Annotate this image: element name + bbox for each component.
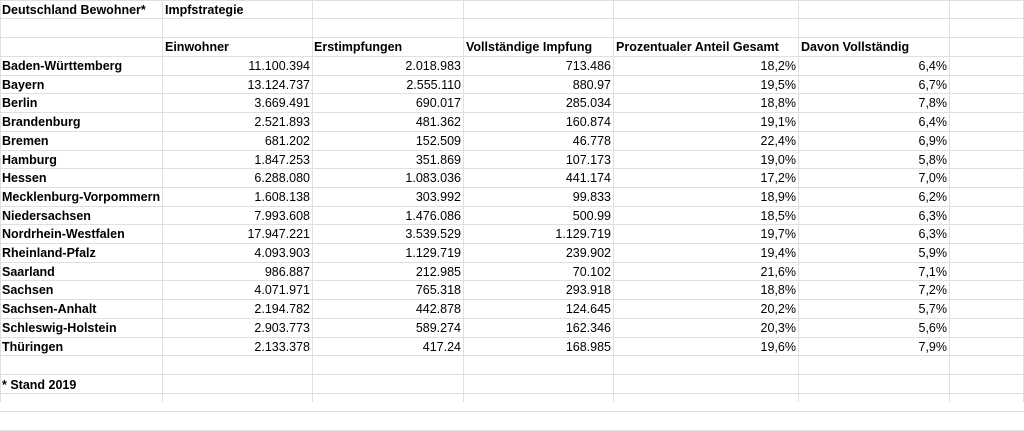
- cell-davon-vollstaendig[interactable]: 6,4%: [918, 59, 947, 73]
- cell-erstimpfungen[interactable]: 690.017: [415, 96, 461, 110]
- grid-row-line: [0, 0, 1024, 1]
- cell-erstimpfungen[interactable]: 152.509: [415, 134, 461, 148]
- cell-bundesland[interactable]: Berlin: [2, 96, 38, 110]
- cell-einwohner[interactable]: 6.288.080: [254, 171, 310, 185]
- cell-erstimpfungen[interactable]: 2.018.983: [405, 59, 461, 73]
- cell-prozentualer-anteil[interactable]: 18,5%: [760, 209, 796, 223]
- cell-davon-vollstaendig[interactable]: 5,7%: [918, 302, 947, 316]
- cell-vollstaendige-impfung[interactable]: 1.129.719: [555, 227, 611, 241]
- cell-einwohner[interactable]: 2.194.782: [254, 302, 310, 316]
- cell-erstimpfungen[interactable]: 765.318: [415, 283, 461, 297]
- cell-vollstaendige-impfung[interactable]: 500.99: [572, 209, 611, 223]
- cell-einwohner[interactable]: 17.947.221: [247, 227, 310, 241]
- cell-erstimpfungen[interactable]: 1.083.036: [405, 171, 461, 185]
- cell-bundesland[interactable]: Nordrhein-Westfalen: [2, 227, 125, 241]
- cell-einwohner[interactable]: 986.887: [264, 265, 310, 279]
- cell-prozentualer-anteil[interactable]: 19,0%: [760, 153, 796, 167]
- cell-prozentualer-anteil[interactable]: 18,8%: [760, 96, 796, 110]
- header-vollstaendige-impfung[interactable]: Vollständige Impfung: [466, 40, 593, 54]
- cell-prozentualer-anteil[interactable]: 20,2%: [760, 302, 796, 316]
- cell-davon-vollstaendig[interactable]: 6,9%: [918, 134, 947, 148]
- cell-prozentualer-anteil[interactable]: 19,4%: [760, 246, 796, 260]
- cell-einwohner[interactable]: 4.071.971: [254, 283, 310, 297]
- cell-vollstaendige-impfung[interactable]: 880.97: [572, 78, 611, 92]
- cell-erstimpfungen[interactable]: 212.985: [415, 265, 461, 279]
- cell-einwohner[interactable]: 11.100.394: [248, 59, 310, 73]
- cell-davon-vollstaendig[interactable]: 7,8%: [918, 96, 947, 110]
- cell-bundesland[interactable]: Thüringen: [2, 340, 64, 354]
- cell-einwohner[interactable]: 1.608.138: [254, 190, 310, 204]
- grid-column-line: [0, 0, 1, 402]
- cell-vollstaendige-impfung[interactable]: 713.486: [565, 59, 611, 73]
- cell-erstimpfungen[interactable]: 481.362: [415, 115, 461, 129]
- cell-davon-vollstaendig[interactable]: 6,3%: [918, 227, 947, 241]
- cell-einwohner[interactable]: 2.903.773: [254, 321, 310, 335]
- cell-erstimpfungen[interactable]: 351.869: [415, 153, 461, 167]
- cell-einwohner[interactable]: 1.847.253: [254, 153, 310, 167]
- cell-einwohner[interactable]: 681.202: [264, 134, 310, 148]
- cell-vollstaendige-impfung[interactable]: 162.346: [565, 321, 611, 335]
- cell-vollstaendige-impfung[interactable]: 239.902: [565, 246, 611, 260]
- cell-bundesland[interactable]: Schleswig-Holstein: [2, 321, 117, 335]
- grid-row-line: [0, 411, 1024, 412]
- cell-prozentualer-anteil[interactable]: 19,6%: [760, 340, 796, 354]
- cell-bundesland[interactable]: Sachsen-Anhalt: [2, 302, 97, 316]
- cell-erstimpfungen[interactable]: 2.555.110: [406, 78, 461, 92]
- sheet-subtitle[interactable]: Impfstrategie: [165, 3, 244, 17]
- cell-bundesland[interactable]: Mecklenburg-Vorpommern: [2, 190, 161, 204]
- cell-prozentualer-anteil[interactable]: 18,2%: [760, 59, 796, 73]
- footnote[interactable]: * Stand 2019: [2, 378, 77, 392]
- cell-prozentualer-anteil[interactable]: 18,8%: [760, 283, 796, 297]
- cell-prozentualer-anteil[interactable]: 22,4%: [760, 134, 796, 148]
- cell-einwohner[interactable]: 2.133.378: [254, 340, 310, 354]
- cell-prozentualer-anteil[interactable]: 20,3%: [760, 321, 796, 335]
- cell-erstimpfungen[interactable]: 3.539.529: [405, 227, 461, 241]
- cell-vollstaendige-impfung[interactable]: 293.918: [565, 283, 611, 297]
- cell-davon-vollstaendig[interactable]: 6,4%: [918, 115, 947, 129]
- cell-vollstaendige-impfung[interactable]: 285.034: [565, 96, 611, 110]
- cell-erstimpfungen[interactable]: 1.129.719: [405, 246, 461, 260]
- cell-bundesland[interactable]: Bremen: [2, 134, 49, 148]
- cell-bundesland[interactable]: Sachsen: [2, 283, 54, 297]
- cell-davon-vollstaendig[interactable]: 6,2%: [918, 190, 947, 204]
- cell-vollstaendige-impfung[interactable]: 168.985: [565, 340, 611, 354]
- cell-vollstaendige-impfung[interactable]: 107.173: [565, 153, 611, 167]
- cell-bundesland[interactable]: Saarland: [2, 265, 55, 279]
- cell-davon-vollstaendig[interactable]: 6,3%: [918, 209, 947, 223]
- cell-davon-vollstaendig[interactable]: 6,7%: [918, 78, 947, 92]
- cell-vollstaendige-impfung[interactable]: 99.833: [572, 190, 611, 204]
- cell-einwohner[interactable]: 3.669.491: [254, 96, 310, 110]
- cell-einwohner[interactable]: 2.521.893: [254, 115, 310, 129]
- cell-davon-vollstaendig[interactable]: 7,9%: [918, 340, 947, 354]
- cell-erstimpfungen[interactable]: 417.24: [422, 340, 461, 354]
- cell-davon-vollstaendig[interactable]: 5,6%: [918, 321, 947, 335]
- cell-bundesland[interactable]: Hessen: [2, 171, 47, 185]
- cell-davon-vollstaendig[interactable]: 7,1%: [918, 265, 947, 279]
- header-davon-vollstaendig[interactable]: Davon Vollständig: [801, 40, 910, 54]
- cell-erstimpfungen[interactable]: 1.476.086: [405, 209, 461, 223]
- cell-erstimpfungen[interactable]: 442.878: [415, 302, 461, 316]
- cell-bundesland[interactable]: Hamburg: [2, 153, 57, 167]
- grid-row-line: [0, 18, 1024, 19]
- cell-einwohner[interactable]: 13.124.737: [247, 78, 310, 92]
- grid-row-line: [0, 374, 1024, 375]
- cell-vollstaendige-impfung[interactable]: 160.874: [565, 115, 611, 129]
- cell-prozentualer-anteil[interactable]: 18,9%: [760, 190, 796, 204]
- cell-prozentualer-anteil[interactable]: 19,5%: [760, 78, 796, 92]
- cell-einwohner[interactable]: 4.093.903: [254, 246, 310, 260]
- cell-prozentualer-anteil[interactable]: 21,6%: [760, 265, 796, 279]
- header-einwohner[interactable]: Einwohner: [165, 40, 229, 54]
- cell-prozentualer-anteil[interactable]: 19,1%: [760, 115, 796, 129]
- cell-vollstaendige-impfung[interactable]: 441.174: [565, 171, 611, 185]
- cell-bundesland[interactable]: Rheinland-Pfalz: [2, 246, 96, 260]
- cell-davon-vollstaendig[interactable]: 7,0%: [918, 171, 947, 185]
- cell-vollstaendige-impfung[interactable]: 70.102: [572, 265, 611, 279]
- sheet-title[interactable]: Deutschland Bewohner*: [2, 3, 146, 17]
- cell-einwohner[interactable]: 7.993.608: [254, 209, 310, 223]
- cell-vollstaendige-impfung[interactable]: 124.645: [565, 302, 611, 316]
- cell-prozentualer-anteil[interactable]: 17,2%: [760, 171, 796, 185]
- cell-bundesland[interactable]: Baden-Württemberg: [2, 59, 123, 73]
- cell-bundesland[interactable]: Brandenburg: [2, 115, 81, 129]
- grid-row-line: [0, 393, 1024, 394]
- cell-davon-vollstaendig[interactable]: 5,8%: [918, 153, 947, 167]
- cell-bundesland[interactable]: Niedersachsen: [2, 209, 91, 223]
- cell-bundesland[interactable]: Bayern: [2, 78, 45, 92]
- cell-vollstaendige-impfung[interactable]: 46.778: [572, 134, 611, 148]
- cell-erstimpfungen[interactable]: 589.274: [415, 321, 461, 335]
- header-prozentualer-anteil[interactable]: Prozentualer Anteil Gesamt: [616, 40, 779, 54]
- cell-prozentualer-anteil[interactable]: 19,7%: [760, 227, 796, 241]
- header-erstimpfungen[interactable]: Erstimpfungen: [314, 40, 403, 54]
- cell-erstimpfungen[interactable]: 303.992: [415, 190, 461, 204]
- cell-davon-vollstaendig[interactable]: 7,2%: [918, 283, 947, 297]
- grid-column-line: [949, 0, 950, 402]
- cell-davon-vollstaendig[interactable]: 5,9%: [918, 246, 947, 260]
